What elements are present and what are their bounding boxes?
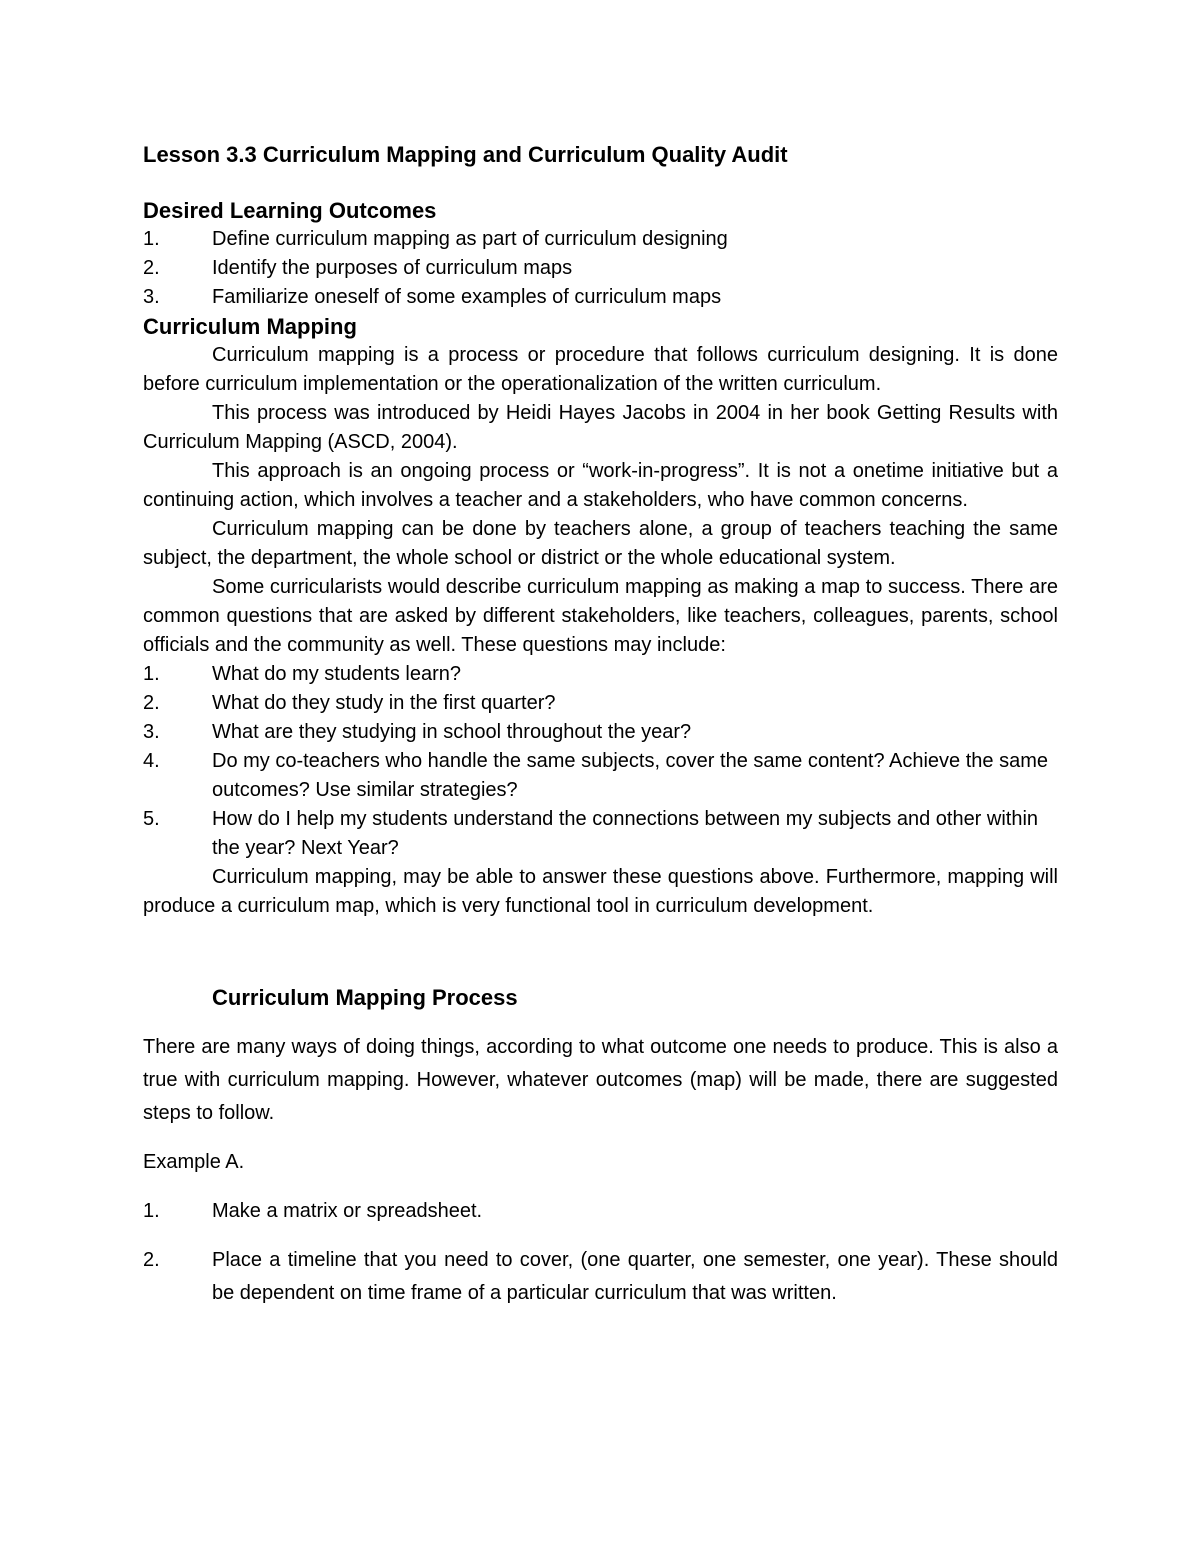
outcomes-list bbox=[143, 225, 1058, 312]
list-text: Do my co-teachers who handle the same subjects, cover the same content? Achieve the same outcomes? Use similar strategies? bbox=[212, 750, 1048, 801]
document-page bbox=[143, 140, 1058, 1310]
list-text: What are they studying in school throughout the year? bbox=[212, 721, 692, 743]
list-item bbox=[143, 718, 1058, 747]
outcomes-heading: Desired Learning Outcomes bbox=[143, 198, 437, 223]
mapping-paragraph: This process was introduced by Heidi Hayes Jacobs in 2004 in her book Getting Results with Curriculum Mapping (ASCD, 2004). bbox=[143, 402, 1058, 453]
mapping-paragraph: This approach is an ongoing process or “work-in-progress”. It is not a onetime initiative but a continuing action, which involves a teacher and a stakeholders, who have common concerns. bbox=[143, 460, 1058, 511]
mapping-paragraph: Curriculum mapping is a process or procedure that follows curriculum designing. It is done before curriculum implementation or the operationalization of the written curriculum. bbox=[143, 344, 1058, 395]
mapping-paragraph: Some curricularists would describe curriculum mapping as making a map to success. There are common questions that are asked by different stakeholders, like teachers, colleagues, parents, school officials and the community as well. These questions may include: bbox=[143, 576, 1058, 656]
list-item bbox=[143, 747, 1058, 805]
list-number: 2. bbox=[143, 692, 160, 714]
questions-list bbox=[143, 660, 1058, 863]
example-label: Example A. bbox=[143, 1151, 245, 1173]
list-item bbox=[143, 283, 1058, 312]
list-text: What do they study in the first quarter? bbox=[212, 692, 556, 714]
list-item bbox=[143, 225, 1058, 254]
list-number: 1. bbox=[143, 663, 160, 685]
list-text: Make a matrix or spreadsheet. bbox=[212, 1200, 483, 1222]
list-text: Define curriculum mapping as part of curriculum designing bbox=[212, 228, 728, 250]
list-number: 5. bbox=[143, 808, 160, 830]
process-intro: There are many ways of doing things, according to what outcome one needs to produce. This is also a true with curriculum mapping. However, whatever outcomes (map) will be made, there are suggested steps to follow. bbox=[143, 1036, 1058, 1124]
steps-list bbox=[143, 1195, 1058, 1310]
list-number: 1. bbox=[143, 1200, 160, 1222]
lesson-title: Lesson 3.3 Curriculum Mapping and Curriculum Quality Audit bbox=[143, 142, 788, 167]
mapping-paragraph: Curriculum mapping can be done by teachers alone, a group of teachers teaching the same subject, the department, the whole school or district or the whole educational system. bbox=[143, 518, 1058, 569]
list-text: Identify the purposes of curriculum maps bbox=[212, 257, 573, 279]
list-item bbox=[143, 689, 1058, 718]
list-item bbox=[143, 254, 1058, 283]
list-number: 1. bbox=[143, 228, 160, 250]
list-number: 4. bbox=[143, 750, 160, 772]
list-text: How do I help my students understand the connections between my subjects and other within the year? Next Year? bbox=[212, 808, 1039, 859]
mapping-closing-paragraph: Curriculum mapping, may be able to answer these questions above. Furthermore, mapping will produce a curriculum map, which is very functional tool in curriculum development. bbox=[143, 866, 1058, 917]
list-number: 3. bbox=[143, 286, 160, 308]
list-item bbox=[143, 1244, 1058, 1310]
list-number: 2. bbox=[143, 257, 160, 279]
process-heading: Curriculum Mapping Process bbox=[212, 985, 518, 1010]
list-text: What do my students learn? bbox=[212, 663, 462, 685]
list-text: Place a timeline that you need to cover, (one quarter, one semester, one year). These should be dependent on time frame of a particular curriculum that was written. bbox=[212, 1249, 1058, 1304]
list-number: 3. bbox=[143, 721, 160, 743]
list-item bbox=[143, 1195, 1058, 1228]
mapping-heading: Curriculum Mapping bbox=[143, 314, 357, 339]
list-number: 2. bbox=[143, 1249, 160, 1271]
list-item bbox=[143, 660, 1058, 689]
list-text: Familiarize oneself of some examples of curriculum maps bbox=[212, 286, 722, 308]
list-item bbox=[143, 805, 1058, 863]
